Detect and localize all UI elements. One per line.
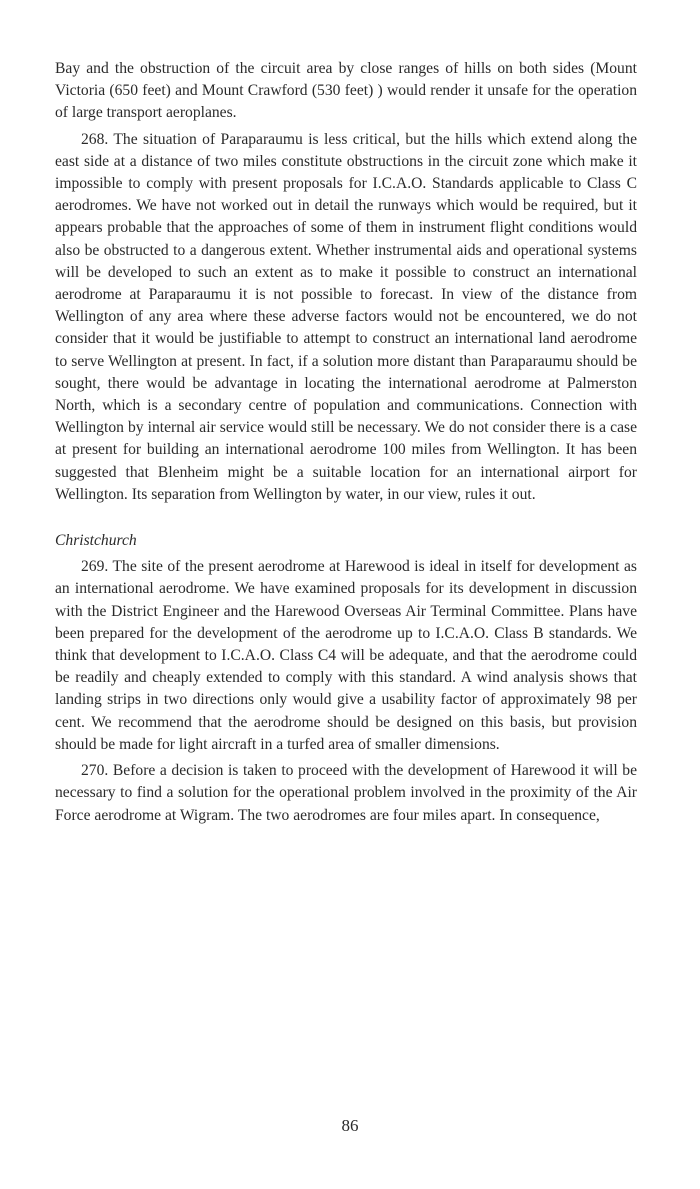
paragraph-269: 269. The site of the present aerodrome at Harewood is ideal in itself for development as an international aerodrome. We have examined proposals for its development in discussion with the District Engineer and the Harewood Overseas Air Terminal Committee. Plans have been prepared for the development of the aerodrome up to I.C.A.O. Class B standards. We think that development to I.C.A.O. Class C4 will be adequate, and that the aerodrome could be readily and cheaply extended to comply with this standard. A wind analysis shows that landing strips in two directions only would give a usability factor of approximately 98 per cent. We recommend that the aerodrome should be designed on this basis, but provision should be made for light aircraft in a turfed area of smaller dimensions. (55, 558, 637, 753)
paragraph-268: 268. The situation of Paraparaumu is less critical, but the hills which extend along the east side at a distance of two miles constitute obstructions in the circuit zone which make it impossible to comply with present proposals for I.C.A.O. Standards applicable to Class C aerodromes. We have not worked out in detail the runways which would be required, but it appears probable that the approaches of some of them in instrument flight conditions would also be obstructed to a dangerous extent. Whether instrumental aids and operational systems will be developed to such an extent as to make it possible to construct an international aerodrome at Paraparaumu it is not possible to forecast. In view of the distance from Wellington of any area where these adverse factors would not be encountered, we do not consider that it would be justifiable to attempt to construct an international land aerodrome to serve Wellington at present. In fact, if a solution more distant than Paraparaumu should be sought, there would be advantage in locating the international aerodrome at Palmerston North, which is a secondary centre of population and communications. Connection with Wellington by internal air service would still be necessary. We do not consider there is a case at present for building an international aerodrome 100 miles from Wellington. It has been suggested that Blenheim might be a suitable location for an international airport for Wellington. Its separation from Wellington by water, in our view, rules it out. (55, 130, 637, 503)
paragraph-270: 270. Before a decision is taken to proceed with the development of Harewood it will be necessary to find a solution for the operational problem involved in the proximity of the Air Force aerodrome at Wigram. The two aerodromes are four miles apart. In consequence, (55, 762, 637, 824)
section-heading-christchurch: Christchurch (55, 532, 137, 550)
page-number: 86 (341, 1116, 359, 1135)
document-page (55, 58, 637, 827)
paragraph-continuation: Bay and the obstruction of the circuit area by close ranges of hills on both sides (Mount Victoria (650 feet) and Mount Crawford (530 feet) ) would render it unsafe for the operation of large transport aeroplanes. (55, 60, 637, 122)
